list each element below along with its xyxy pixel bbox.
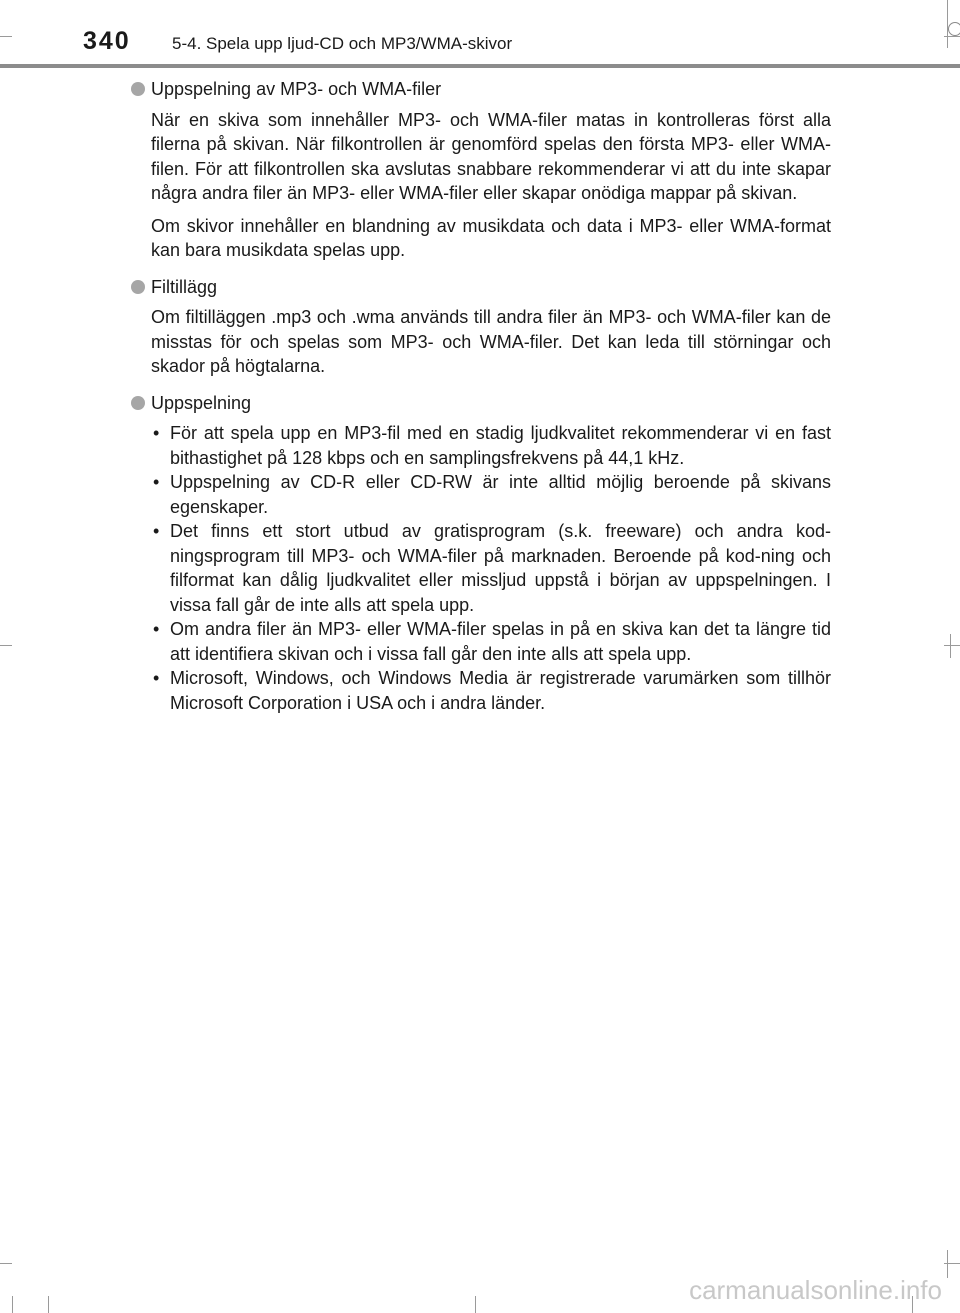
crop-mark [947,1250,948,1278]
bullet-mark: • [153,521,160,541]
list-item-text: Microsoft, Windows, och Windows Media är registrerade varumärken som tillhör Microsoft Corporation i USA och i andra länder. [170,668,831,713]
crop-mark [0,645,12,646]
section-heading-text: Uppspelning av MP3- och WMA-filer [151,79,442,99]
section-heading-mp3-wma [131,77,831,102]
bullet-mark: • [153,668,160,688]
page-body [131,77,831,715]
paragraph: När en skiva som innehåller MP3- och WMA-filer matas in kontrolleras först alla filerna på skivan. När filkontrollen är genomförd spelas den första MP3- eller WMA-filen. För att filkontrollen ska avslutas snabbare rekommenderar vi att du inte skapar några andra filer än MP3- eller WMA-filer eller skapar onödiga mappar på skivan. [151,109,831,203]
paragraph: Om filtilläggen .mp3 och .wma används till andra filer än MP3- och WMA-filer kan de misstas för och spelas som MP3- och WMA-filer. Det kan leda till störningar och skador på högtalarna. [151,307,831,376]
paragraph: Om skivor innehåller en blandning av musikdata och data i MP3- eller WMA-format kan bara musikdata spelas upp. [151,215,831,260]
bullet-mark: • [153,619,160,639]
page-number: 340 [83,27,131,55]
registration-mark-icon [948,22,960,36]
section-heading-text: Filtillägg [151,276,218,297]
list-item-text: Det finns ett stort utbud av gratisprogram (s.k. freeware) och andra kod-ningsprogram till MP3- och WMA-filer på marknaden. Beroende på kod-ning och filformat kan dålig ljudkvalitet eller missljud uppstå i början av uppspelningen. I vissa fall går de inte alls att spela upp. [170,521,831,615]
crop-mark [0,36,12,37]
crop-mark [475,1296,476,1313]
list-item-text: Uppspelning av CD-R eller CD-RW är inte alltid möjlig beroende på skivans egenskaper. [170,472,831,517]
list-item [151,519,831,617]
watermark: carmanualsonline.info [689,1275,942,1305]
running-head: 5-4. Spela upp ljud-CD och MP3/WMA-skivor [172,34,513,53]
crop-mark [12,1296,13,1313]
crop-mark [947,0,948,48]
list-item [151,617,831,666]
section-heading-text: Uppspelning [151,392,252,413]
section-heading-filtillagg [131,275,831,300]
section-heading-uppspelning [131,391,831,416]
crop-mark [944,645,960,646]
list-item-text: Om andra filer än MP3- eller WMA-filer spelas in på en skiva kan det ta längre tid att identifiera skivan och i vissa fall går den inte alls att spela upp. [170,619,831,664]
bullet-dot-icon [131,396,145,410]
list-item [151,470,831,519]
bullet-dot-icon [131,82,145,96]
bullet-mark: • [153,423,160,443]
bullet-list [151,421,831,715]
crop-mark [48,1296,49,1313]
crop-mark [0,1263,12,1264]
list-item [151,666,831,715]
list-item-text: För att spela upp en MP3-fil med en stadig ljudkvalitet rekommenderar vi en fast bithastighet på 128 kbps och en samplingsfrekvens på 44,1 kHz. [170,423,831,468]
bullet-dot-icon [131,280,145,294]
list-item [151,421,831,470]
crop-mark [950,634,951,658]
bullet-mark: • [153,472,160,492]
header-rule [0,64,960,68]
